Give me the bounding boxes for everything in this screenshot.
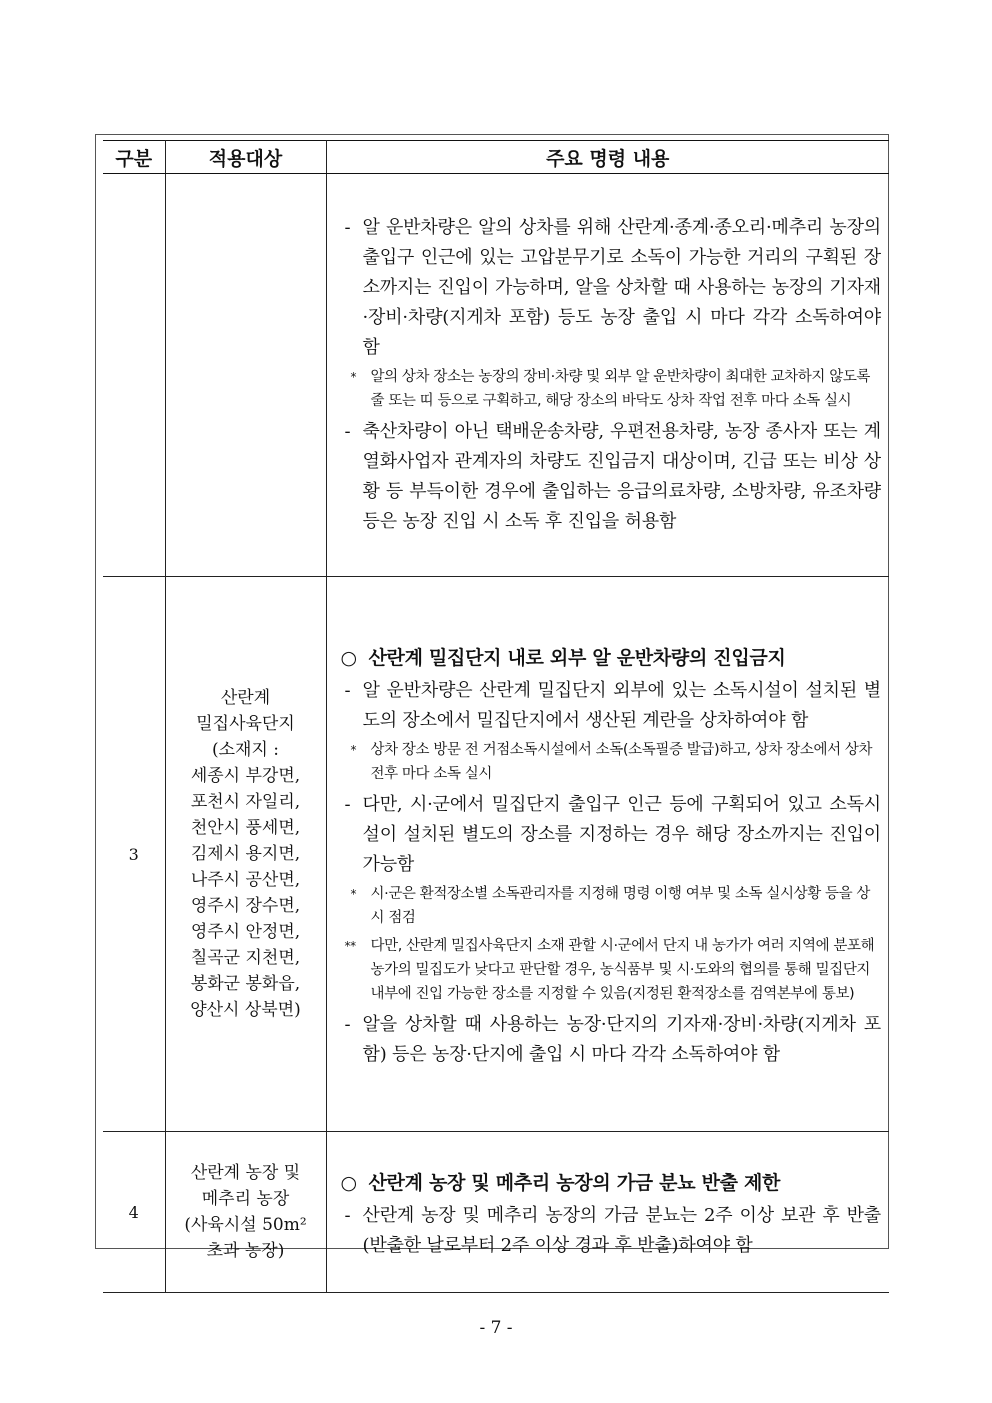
circle-bullet-icon: ○: [340, 1172, 357, 1194]
content-cell: [326, 1132, 889, 1293]
bullet-item: [339, 417, 882, 537]
target-line: 김제시 용지면,: [190, 844, 301, 864]
target-line: 포천시 자일리,: [190, 792, 301, 812]
target-cell: [165, 174, 326, 577]
dash-marker: -: [344, 217, 351, 238]
target-line: (소재지 :: [211, 740, 280, 760]
dash-marker: -: [344, 794, 351, 815]
target-line: 메추리 농장: [201, 1189, 290, 1209]
table-row: [103, 174, 889, 577]
target-cell: [165, 577, 326, 1132]
circle-bullet-icon: ○: [340, 647, 357, 669]
table-row: [103, 1132, 889, 1293]
footnote: [339, 882, 882, 930]
block-text: 알의 상차 장소는 농장의 장비·차량 및 외부 알 운반차량이 최대한 교차하지 않도록 줄 또는 띠 등으로 구획하고, 해당 장소의 바닥도 상차 작업 전후 마다 소독 실시: [370, 369, 871, 409]
dash-marker: -: [344, 1014, 351, 1035]
header-category: 구분: [103, 141, 165, 174]
block-text: 산란계 농장 및 메추리 농장의 가금 분뇨 반출 제한: [368, 1172, 781, 1194]
section-heading: [339, 642, 882, 674]
target-line: 밀집사육단지: [196, 714, 295, 734]
header-content: 주요 명령 내용: [326, 141, 889, 174]
target-line: 양산시 상북면): [190, 1000, 301, 1020]
target-line: 영주시 안정면,: [190, 922, 301, 942]
block-text: 시·군은 환적장소별 소독관리자를 지정해 명령 이행 여부 및 소독 실시상황 등을 상시 점검: [370, 886, 871, 926]
block-text: 알을 상차할 때 사용하는 농장·단지의 기자재·장비·차량(지게차 포함) 등은 농장·단지에 출입 시 마다 각각 소독하여야 함: [362, 1014, 881, 1065]
table-row: [103, 577, 889, 1132]
target-line: 봉화군 봉화읍,: [190, 974, 301, 994]
block-text: 상차 장소 방문 전 거점소독시설에서 소독(소독필증 발급)하고, 상차 장소에서 상차 전후 마다 소독 실시: [370, 742, 873, 782]
header-target: 적용대상: [165, 141, 326, 174]
order-table: [103, 140, 889, 1293]
asterisk-marker: **: [344, 939, 356, 953]
footnote: [339, 738, 882, 786]
bullet-item: [339, 1201, 882, 1261]
dash-marker: -: [344, 421, 351, 442]
target-line: 산란계 농장 및: [190, 1163, 301, 1183]
block-text: 다만, 산란계 밀집사육단지 소재 관할 시·군에서 단지 내 농가가 여러 지역에 분포해 농가의 밀집도가 낮다고 판단할 경우, 농식품부 및 시·도와의 협의를 통해 밀집단지 내부에 진입 가능한 장소를 지정할 수 있음(지정된 환적장소를 검역본부에 통보): [370, 938, 875, 1002]
footnote: [339, 365, 882, 413]
row-number-cell: 3: [103, 577, 165, 1132]
asterisk-marker: *: [350, 887, 357, 901]
block-text: 다만, 시·군에서 밀집단지 출입구 인근 등에 구획되어 있고 소독시설이 설치된 별도의 장소를 지정하는 경우 해당 장소까지는 진입이 가능함: [362, 794, 881, 875]
content-cell: [326, 174, 889, 577]
asterisk-marker: *: [350, 743, 357, 757]
bullet-item: [339, 790, 882, 880]
target-line: 칠곡군 지천면,: [190, 948, 301, 968]
target-line: 산란계: [220, 688, 271, 708]
target-line: (사육시설 50m²: [184, 1215, 307, 1235]
block-text: 산란계 밀집단지 내로 외부 알 운반차량의 진입금지: [368, 647, 786, 669]
table-header-row: [103, 141, 889, 174]
target-line: 초과 농장): [206, 1241, 285, 1261]
footnote: [339, 934, 882, 1006]
asterisk-marker: *: [350, 370, 357, 384]
target-line: 나주시 공산면,: [190, 870, 301, 890]
dash-marker: -: [344, 1205, 351, 1226]
target-line: 영주시 장수면,: [190, 896, 301, 916]
row-number-cell: [103, 174, 165, 577]
bullet-item: [339, 676, 882, 736]
bullet-item: [339, 213, 882, 363]
section-heading: [339, 1167, 882, 1199]
row-number-cell: 4: [103, 1132, 165, 1293]
target-cell: [165, 1132, 326, 1293]
bullet-item: [339, 1010, 882, 1070]
block-text: 산란계 농장 및 메추리 농장의 가금 분뇨는 2주 이상 보관 후 반출(반출한 날로부터 2주 이상 경과 후 반출)하여야 함: [362, 1205, 881, 1256]
target-line: 천안시 풍세면,: [190, 818, 301, 838]
block-text: 알 운반차량은 알의 상차를 위해 산란계·종계·종오리·메추리 농장의 출입구 인근에 있는 고압분무기로 소독이 가능한 거리의 구획된 장소까지는 진입이 가능하며, 알을 상차할 때 사용하는 농장의 기자재·장비·차량(지게차 포함) 등도 농장 출입 시 마다 각각 소독하여야 함: [362, 217, 881, 358]
target-line: 세종시 부강면,: [190, 766, 301, 786]
content-cell: [326, 577, 889, 1132]
dash-marker: -: [344, 680, 351, 701]
block-text: 알 운반차량은 산란계 밀집단지 외부에 있는 소독시설이 설치된 별도의 장소에서 밀집단지에서 생산된 계란을 상차하여야 함: [362, 680, 881, 731]
page-number: - 7 -: [479, 1318, 513, 1338]
block-text: 축산차량이 아닌 택배운송차량, 우편전용차량, 농장 종사자 또는 계열화사업자 관계자의 차량도 진입금지 대상이며, 긴급 또는 비상 상황 등 부득이한 경우에 출입하는 응급의료차량, 소방차량, 유조차량 등은 농장 진입 시 소독 후 진입을 허용함: [362, 421, 881, 532]
